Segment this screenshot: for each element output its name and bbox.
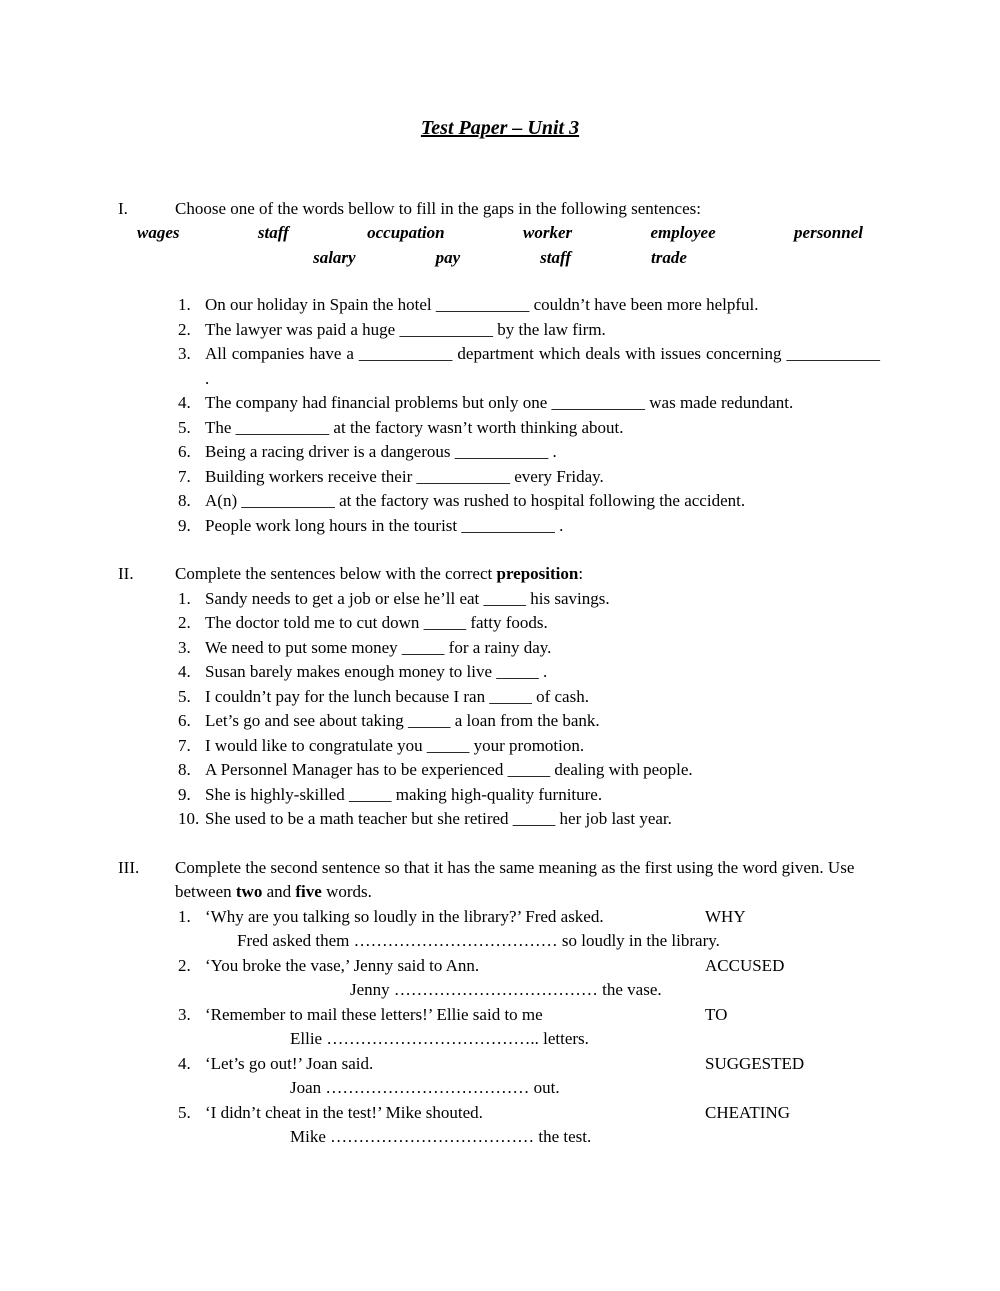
question-keyword: ACCUSED [705,955,785,975]
question-number: 2. [178,955,191,975]
question-keyword: CHEATING [705,1102,790,1122]
question-number: 5. [178,686,191,706]
instructions-text: Complete the second sentence so that it has the same meaning as the first using the word given. Use between [175,857,855,901]
section-1 [118,197,940,539]
question-item [178,954,940,1003]
question-text: A(n) ___________ at the factory was rushed to hospital following the accident. [205,491,746,510]
question-number: 7. [178,466,191,486]
question-keyword: TO [705,1004,728,1024]
question-text: The company had financial problems but only one ___________ was made redundant. [205,393,794,412]
section-3 [118,856,940,1150]
question-item [178,905,940,954]
question-keyword: WHY [705,906,746,926]
word-bank-word: occupation [367,223,445,242]
question-text: I would like to congratulate you _____ your promotion. [205,735,585,755]
question-number: 2. [178,613,191,632]
instructions-text: words. [321,882,372,901]
answer-line: Ellie ……………………………….. letters. [290,1029,589,1048]
question-text: People work long hours in the tourist ___________ . [205,515,564,535]
question-number: 1. [178,906,191,926]
question-number: 2. [178,319,191,339]
question-quote: ‘Let’s go out!’ Joan said. [205,1053,374,1073]
question-line [178,1052,940,1077]
question-text: Susan barely makes enough money to live _____ . [205,662,548,681]
answer-line: Jenny ……………………………… the vase. [350,980,662,999]
question-line [178,1003,940,1028]
question-text: Sandy needs to get a job or else he’ll eat _____ his savings. [205,588,610,608]
question-item [178,489,880,514]
question-item [178,709,880,734]
section-2-head [118,562,940,587]
instructions-text: Complete the sentences below with the correct [175,564,497,583]
question-text: The lawyer was paid a huge ___________ by the law firm. [205,319,606,339]
question-number: 4. [178,393,191,412]
question-quote: ‘Remember to mail these letters!’ Ellie said to me [205,1004,543,1024]
question-number: 1. [178,588,191,608]
question-text: The ___________ at the factory wasn’t worth thinking about. [205,417,624,437]
question-number: 4. [178,1053,191,1073]
section-3-head [118,856,940,905]
question-item [178,293,880,318]
word-bank-word: staff [257,223,289,242]
question-item [178,1052,940,1101]
question-text: Let’s go and see about taking _____ a loan from the bank. [205,711,600,730]
question-number: 10. [178,809,200,828]
question-item [178,318,880,343]
question-item [178,734,880,759]
answer-line: Joan ……………………………… out. [290,1078,560,1097]
question-item [178,440,880,465]
question-number: 6. [178,442,191,461]
section-1-head [118,197,940,222]
question-number: 8. [178,491,191,510]
word-bank-row-2 [137,246,863,271]
section-2-numeral: II. [118,564,134,583]
section-1-numeral: I. [118,198,128,218]
instructions-bold-word: two [235,882,263,901]
question-item [178,636,880,661]
question-item [178,416,880,441]
word-bank-word: pay [435,247,461,267]
instructions-bold-word: preposition [496,564,579,583]
section-1-items [178,293,880,538]
document-content [118,197,940,1150]
question-item [178,1003,940,1052]
question-number: 3. [178,344,191,363]
question-item [178,391,880,416]
question-text: I couldn’t pay for the lunch because I ran _____ of cash. [205,686,589,706]
section-1-instructions: Choose one of the words bellow to fill in the gaps in the following sentences: [175,198,701,218]
instructions-bold-word: five [295,882,322,901]
question-text: We need to put some money _____ for a rainy day. [205,637,552,657]
section-3-items [178,905,940,1150]
question-item [178,611,880,636]
word-bank-word: staff [540,247,571,267]
question-keyword: SUGGESTED [705,1053,805,1073]
question-number: 4. [178,662,191,681]
question-number: 7. [178,735,191,755]
question-quote: ‘I didn’t cheat in the test!’ Mike shouted. [205,1102,483,1122]
question-text: On our holiday in Spain the hotel ___________ couldn’t have been more helpful. [205,295,759,314]
question-number: 1. [178,295,191,314]
word-bank-word: personnel [794,223,863,242]
section-2-items [178,587,880,832]
question-quote: ‘You broke the vase,’ Jenny said to Ann. [205,955,480,975]
question-item [178,342,880,391]
question-quote: ‘Why are you talking so loudly in the library?’ Fred asked. [205,906,604,926]
question-item [178,758,880,783]
word-bank-row-1 [137,221,863,246]
instructions-text: : [578,564,584,583]
question-text: The doctor told me to cut down _____ fatty foods. [205,613,548,632]
question-number: 3. [178,1004,191,1024]
question-text: She is highly-skilled _____ making high-quality furniture. [205,784,603,804]
question-item [178,514,880,539]
question-text: Building workers receive their ___________ every Friday. [205,466,604,486]
question-item [178,783,880,808]
question-text: All companies have a ___________ department which deals with issues concerning ___________ . [205,344,880,388]
word-bank-word: worker [522,223,573,242]
question-line [178,954,940,979]
question-line [178,1101,940,1126]
section-2 [118,562,940,832]
word-bank-word: wages [137,223,180,242]
question-number: 9. [178,784,191,804]
answer-line: Mike ……………………………… the test. [290,1127,592,1146]
question-number: 5. [178,417,191,437]
answer-line: Fred asked them ……………………………… so loudly in the library. [237,931,720,950]
question-number: 3. [178,637,191,657]
section-3-instructions [175,856,883,905]
question-number: 5. [178,1102,191,1122]
question-text: Being a racing driver is a dangerous ___________ . [205,442,557,461]
instructions-text: and [262,882,296,901]
page-title: Test Paper – Unit 3 [420,117,580,139]
word-bank-word: trade [651,247,687,267]
question-text: She used to be a math teacher but she retired _____ her job last year. [205,809,672,828]
word-bank-word: employee [650,223,716,242]
question-number: 9. [178,515,191,535]
question-item [178,1101,940,1150]
question-number: 6. [178,711,191,730]
question-item [178,465,880,490]
section-2-instructions [175,562,940,587]
section-3-numeral: III. [118,857,140,877]
word-bank-word: salary [313,247,356,267]
question-text: A Personnel Manager has to be experienced _____ dealing with people. [205,760,693,779]
question-item [178,587,880,612]
question-item [178,685,880,710]
question-number: 8. [178,760,191,779]
question-line [178,905,940,930]
question-item [178,807,880,832]
question-item [178,660,880,685]
